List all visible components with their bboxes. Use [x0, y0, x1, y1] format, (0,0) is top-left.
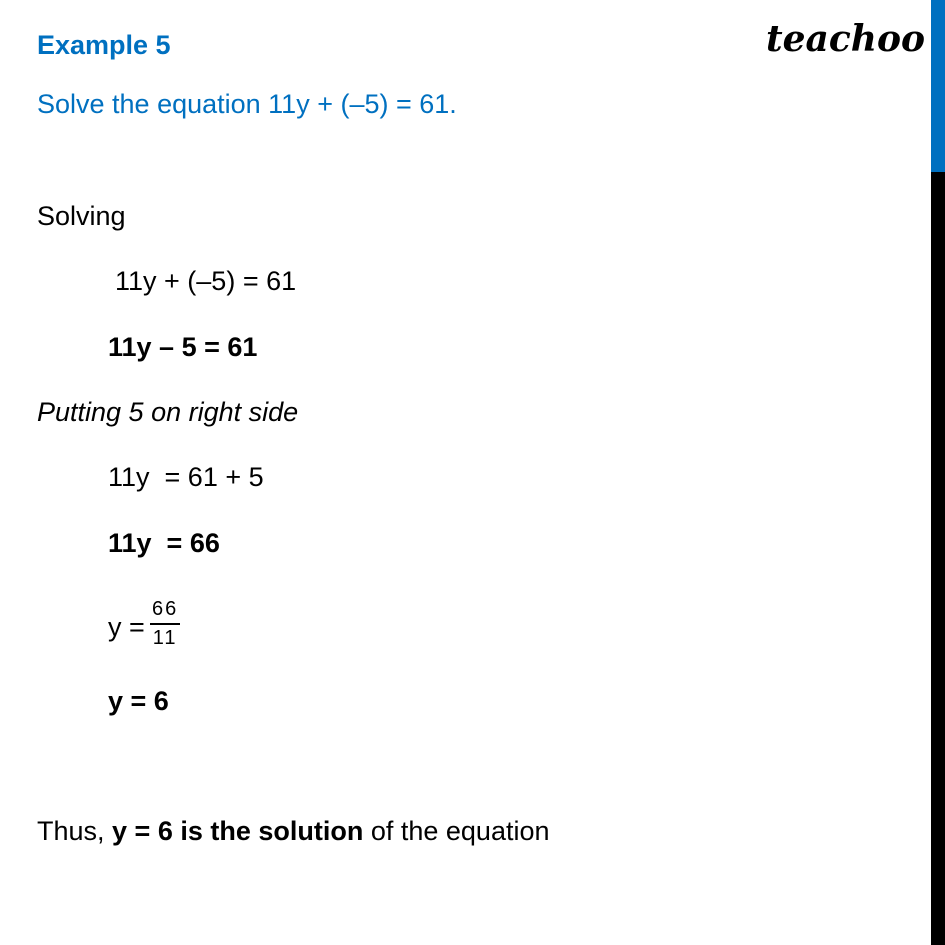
conclusion — [37, 818, 550, 845]
side-bar-dark — [931, 172, 945, 945]
fraction — [150, 598, 180, 650]
solving-label: Solving — [37, 201, 126, 231]
step-note: Putting 5 on right side — [37, 397, 299, 427]
conclusion-bold: y = 6 is the solution — [112, 816, 364, 846]
fraction-numerator: 66 — [150, 598, 180, 625]
conclusion-pre: Thus, — [37, 816, 113, 846]
step-1: 11y + (–5) = 61 — [115, 266, 297, 296]
side-bar-accent — [931, 0, 945, 172]
teachoo-logo: teachoo — [766, 18, 925, 60]
question-text: Solve the equation 11y + (–5) = 61. — [37, 89, 457, 119]
step-5-lhs: y = — [108, 612, 145, 642]
step-6: y = 6 — [108, 686, 169, 716]
step-3: 11y = 61 + 5 — [108, 462, 264, 492]
conclusion-post: of the equation — [363, 816, 550, 846]
example-title: Example 5 — [37, 30, 171, 60]
step-4: 11y = 66 — [108, 528, 220, 558]
fraction-denominator: 11 — [152, 627, 178, 649]
step-2: 11y – 5 = 61 — [108, 332, 258, 362]
